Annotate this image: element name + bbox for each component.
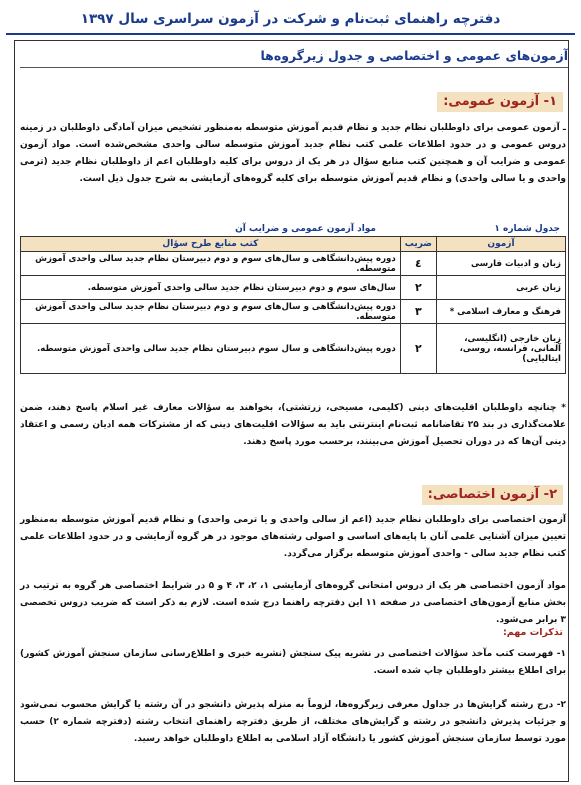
row-subject: فرهنگ و معارف اسلامی * — [437, 300, 566, 324]
row-subject: زبان خارجی (انگلیسی، آلمانی، فرانسه، روسی، ایتالیایی) — [437, 324, 566, 374]
header-divider — [6, 33, 575, 35]
note-item-2: ۲- درج رشته گرایش‌ها در جداول معرفی زیرگروه‌ها، لزوماً به منزله پذیرش دانشجو در آن رشته یا گرایش محسوب نمی‌شود و جزئیات پذیرش دانشجو در رشته و گرایش‌های مختلف، از طریق دفترچه راهنمای انتخاب رشته (دفترچه شماره ۲) حسب مورد توسط سازمان سنجش آموزش کشور یا دانشگاه آزاد اسلامی به اطلاع داوطلبان خواهد رسید. — [20, 700, 566, 744]
section-main-title: آزمون‌های عمومی و اختصاصی و جدول زیرگروه‌ها — [260, 48, 568, 63]
row-coef: ٣ — [400, 300, 436, 324]
table-row — [21, 324, 566, 374]
note-item-1: ۱- فهرست کتب مآخذ سؤالات اختصاصی در نشریه پیک سنجش (نشریه خبری و اطلاع‌رسانی سازمان سنجش آموزش کشور) برای اطلاع بیشتر داوطلبان چاپ شده است. — [20, 649, 566, 676]
specialized-exam-heading: ۲- آزمون اختصاصی: — [422, 485, 563, 505]
table-row — [21, 252, 566, 276]
row-source: دوره پیش‌دانشگاهی و سال‌های سوم و دوم دبیرستان نظام جدید سالی واحدی آموزش متوسطه. — [21, 300, 401, 324]
table-row — [21, 300, 566, 324]
row-source: سال‌های سوم و دوم دبیرستان نظام جدید سالی واحدی آموزش متوسطه. — [21, 276, 401, 300]
general-exam-table — [20, 236, 566, 374]
booklet-header-title: دفترچه راهنمای ثبت‌نام و شرکت در آزمون سراسری سال ۱۳۹۷ — [80, 11, 501, 27]
table-header-row — [21, 237, 566, 252]
table1-label: جدول شماره ۱ — [494, 224, 560, 234]
specialized-exam-paragraph: آزمون اختصاصی برای داوطلبان نظام جدید (اعم از سالی واحدی و یا ترمی واحدی) و نظام قدیم آموزش متوسطه به‌منظور تعیین میزان آشنایی علمی آنان با پایه‌های اساسی و اصولی رشته‌های موجود در هر گروه آزمایشی و در حدود اطلاعات علمی کتب نظام جدید سالی - واحدی آموزش متوسطه برگزار می‌گردد. — [20, 515, 566, 559]
row-subject: زبان و ادبیات فارسی — [437, 252, 566, 276]
row-source: دوره پیش‌دانشگاهی و سال‌های سوم و دوم دبیرستان نظام جدید سالی واحدی آموزش متوسطه. — [21, 252, 401, 276]
important-notes-heading: تذکرات مهم: — [502, 627, 563, 638]
row-coef: ٢ — [400, 324, 436, 374]
title-divider — [20, 67, 568, 68]
general-exam-paragraph: ـ آزمون عمومی برای داوطلبان نظام جدید و نظام قدیم آموزش متوسطه به‌منظور تشخیص میزان آمادگی داوطلبان در زمینه دروس عمومی و در حدود اطلاعات علمی کتب نظام جدید آموزش متوسطه سالی واحدی مشخص‌شده است. مواد آزمون عمومی و ضرایب آن و همچنین کتب منابع سؤال در هر یک از دروس برای کلیه داوطلبان اعم از داوطلبان نظام جدید (ترمی واحدی و یا سالی واحدی) و نظام قدیم آموزش متوسطه برای کلیه گروه‌های آزمایشی به شرح جدول ذیل است. — [20, 123, 566, 184]
general-exam-heading: ۱- آزمون عمومی: — [437, 92, 563, 112]
row-subject: زبان عربی — [437, 276, 566, 300]
row-coef: ٤ — [400, 252, 436, 276]
table-row — [21, 276, 566, 300]
row-source: دوره پیش‌دانشگاهی و سال سوم دبیرستان نظام جدید سالی واحدی آموزش متوسطه. — [21, 324, 401, 374]
specialized-exam-subjects-paragraph: مواد آزمون اختصاصی هر یک از دروس امتحانی گروه‌های آزمایشی ۱، ۲، ۳، ۴ و ۵ در شرایط اختصاصی هر گروه به ترتیب در بخش منابع آزمون‌های اختصاصی در صفحه ۱۱ این دفترچه راهنما درج شده است. لازم به ذکر است که ضریب دروس تخصصی ۳ برابر می‌شود. — [20, 581, 566, 625]
header-source: کتب منابع طرح سؤال — [21, 237, 401, 252]
table1-caption: مواد آزمون عمومی و ضرایب آن — [235, 224, 376, 234]
row-coef: ٢ — [400, 276, 436, 300]
table1-caption-row — [20, 222, 566, 236]
minority-footnote: * چنانچه داوطلبان اقلیت‌های دینی (کلیمی، مسیحی، زرتشتی)، بخواهند به سؤالات معارف غیر اسلام پاسخ دهند، ضمن علامت‌گذاری در بند ۲۵ تقاضانامه ثبت‌نام اینترنتی باید به سؤالات اقلیت‌های دینی که از مشترکات همه ادیان رسمی و اعتقاد دینی آن‌ها که در دوران تحصیل آموزش می‌بینند، برحسب مورد پاسخ دهند. — [20, 403, 566, 447]
header-coef: ضریب — [400, 237, 436, 252]
header-subject: آزمون — [437, 237, 566, 252]
